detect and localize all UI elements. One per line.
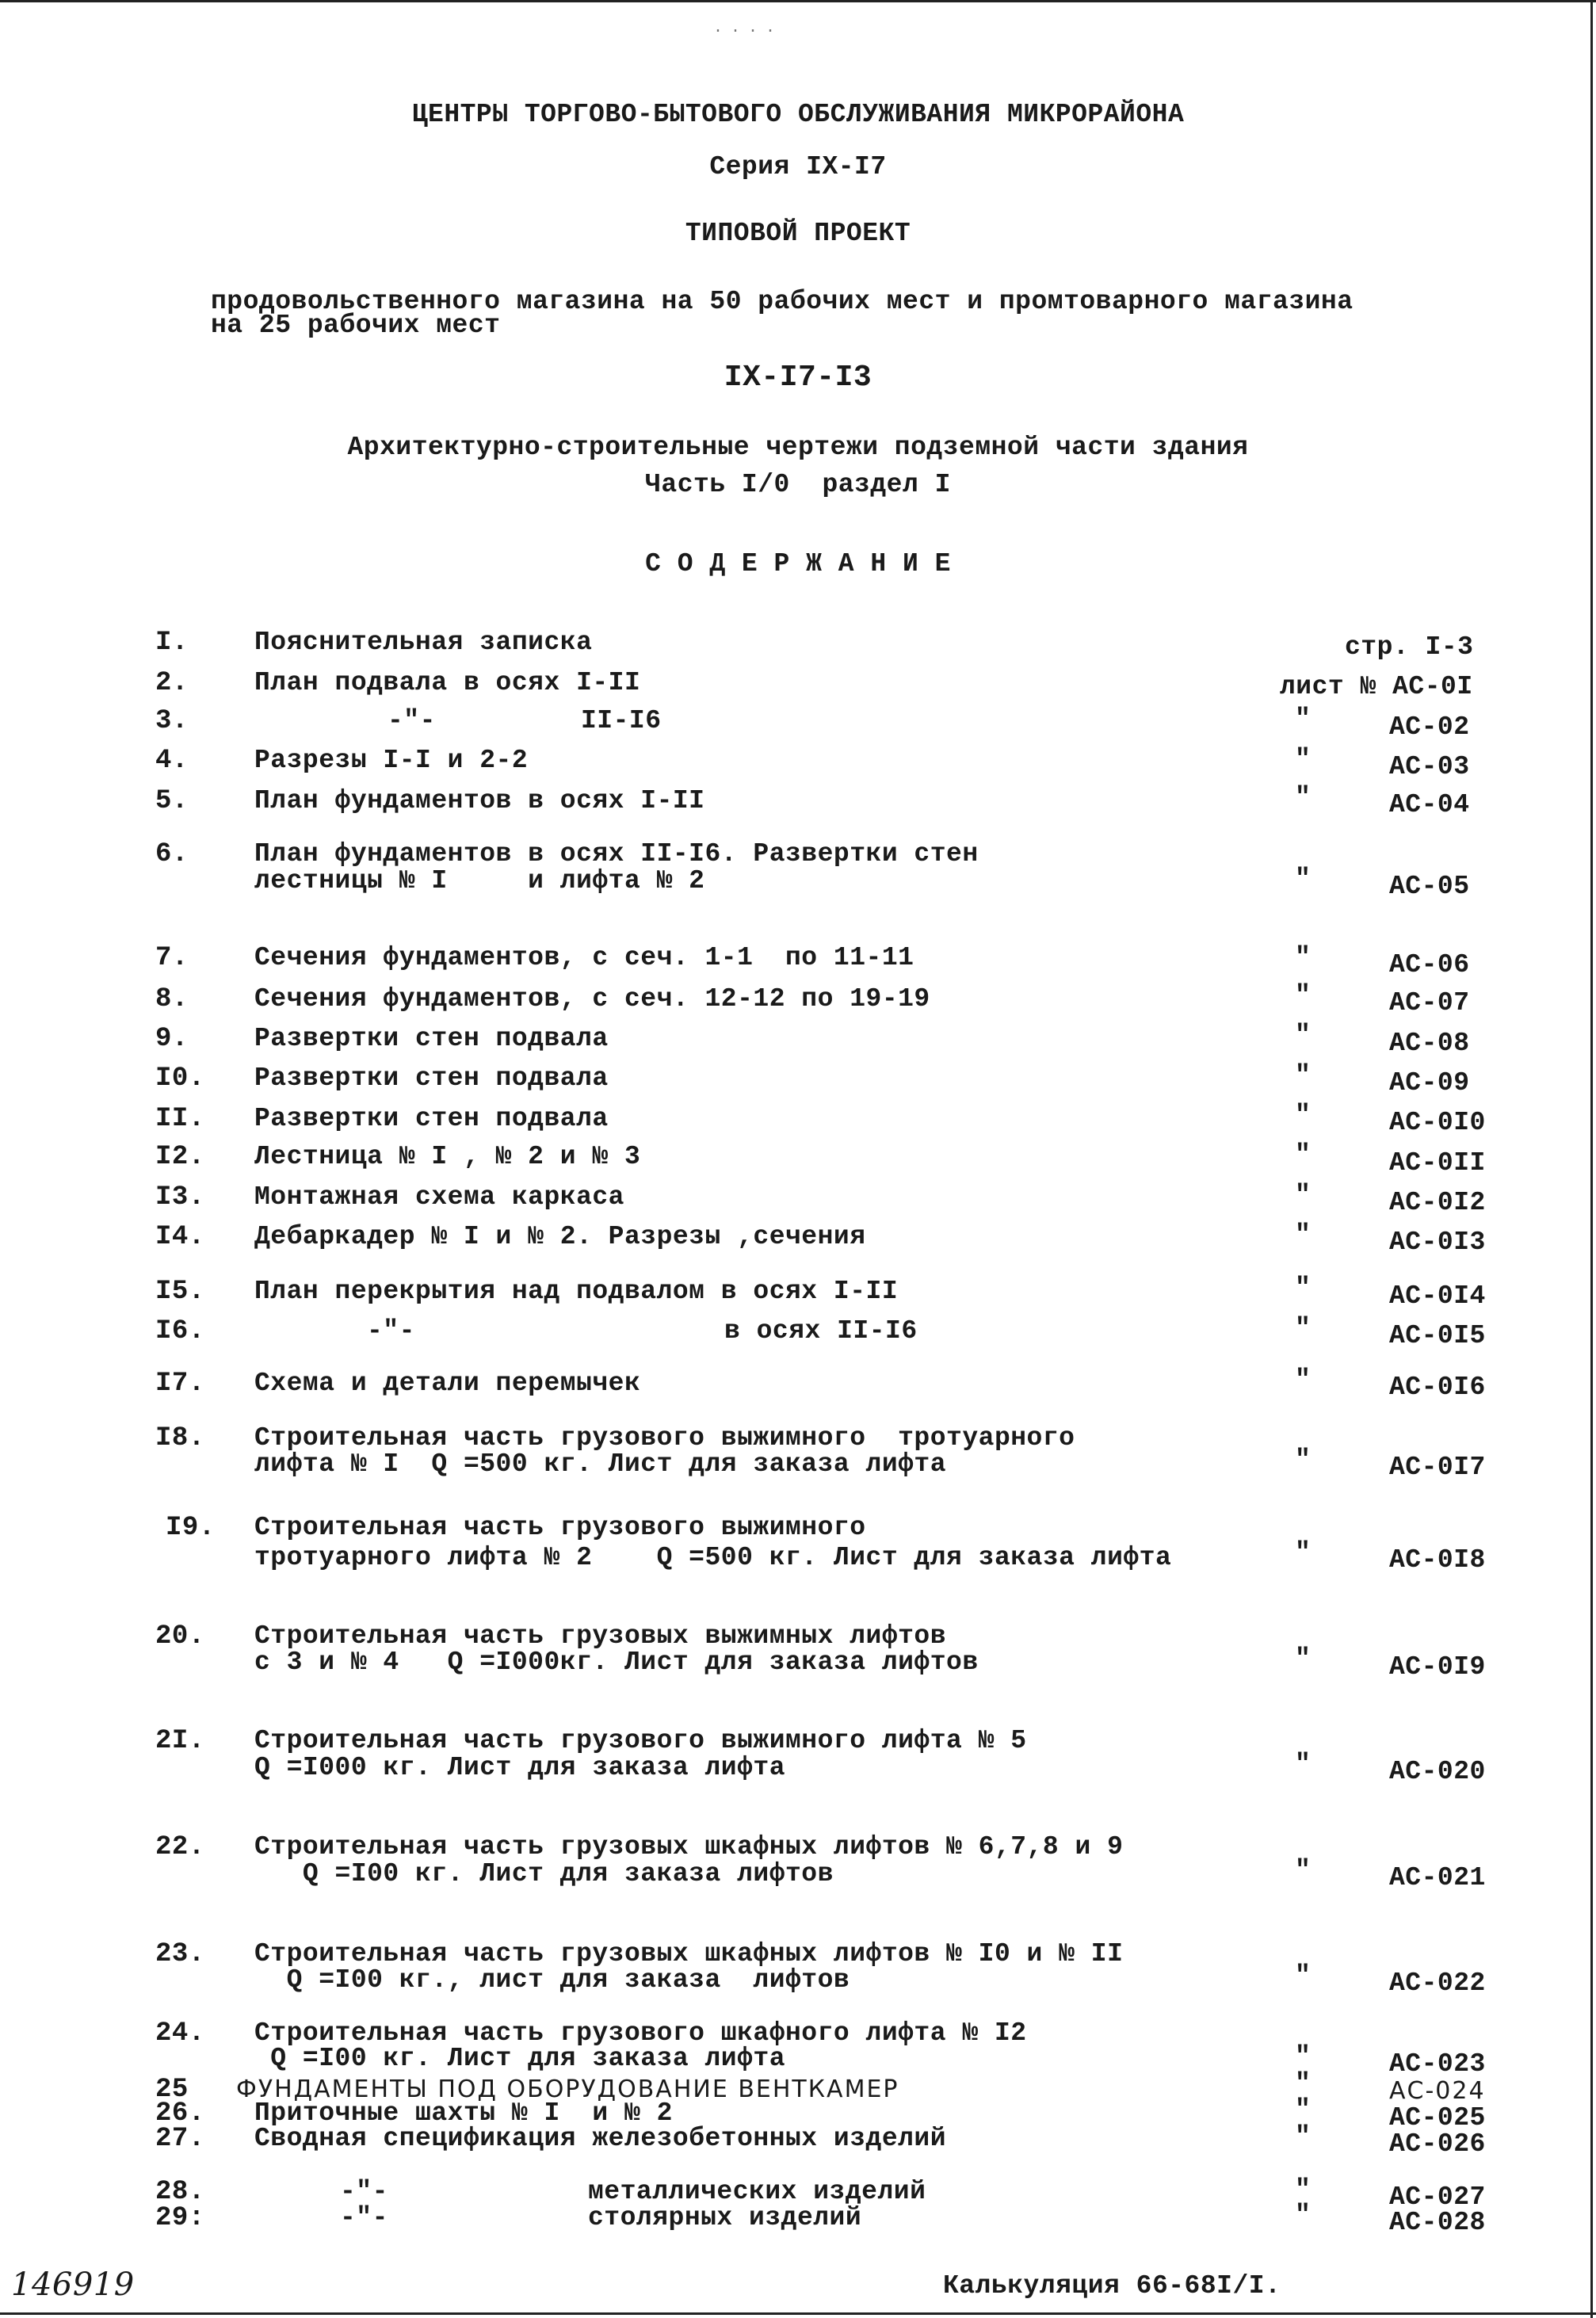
inventory-number: 146919 (11, 2266, 135, 2303)
item-number: I. (155, 628, 189, 658)
item-number: I9. (166, 1513, 216, 1543)
item-number: 4. (155, 746, 189, 776)
item-number: 7. (155, 943, 189, 973)
ditto-mark: " (1295, 943, 1312, 972)
item-number: 5. (155, 786, 189, 816)
item-title: -"- (367, 1316, 415, 1346)
item-title-tail: II-I6 (581, 706, 662, 735)
item-title: Монтажная схема каркаса (254, 1182, 624, 1212)
item-title-continued: Q =I00 кг. Лист для заказа лифтов (254, 1859, 834, 1888)
item-number: 20. (155, 1621, 205, 1652)
sheet-reference: АС-0I8 (1389, 1545, 1486, 1575)
sheet-reference: АС-025 (1389, 2103, 1486, 2133)
ditto-mark: " (1295, 2201, 1312, 2230)
item-title: Лестница № I , № 2 и № 3 (254, 1142, 641, 1171)
ditto-mark: " (1295, 2122, 1312, 2152)
item-title: -"- (340, 2203, 388, 2232)
contents-heading: С О Д Е Р Ж А Н И Е (645, 549, 951, 579)
item-title: План подвала в осях I-II (254, 668, 641, 697)
frame-line-bottom (0, 2312, 1596, 2315)
item-number: I3. (155, 1182, 205, 1212)
ditto-mark: " (1295, 1274, 1312, 1303)
item-number: 28. (155, 2177, 205, 2207)
sheet-reference: АС-0II (1389, 1148, 1486, 1178)
project-type: ТИПОВОЙ ПРОЕКТ (685, 219, 911, 248)
sheet-reference: АС-0I2 (1389, 1188, 1486, 1217)
ditto-mark: " (1295, 1750, 1312, 1779)
ditto-mark: " (1295, 1538, 1312, 1568)
ditto-mark: " (1295, 1445, 1312, 1475)
item-title-continued: Q =I000 кг. Лист для заказа лифта (254, 1753, 786, 1782)
item-title: Сечения фундаментов, с сеч. 12-12 по 19-19 (254, 984, 930, 1014)
item-number: 22. (155, 1832, 205, 1862)
item-title: Строительная часть грузового шкафного лифта № I2 (254, 2018, 1027, 2048)
ditto-mark: " (1295, 1644, 1312, 1674)
ditto-mark: " (1295, 1061, 1312, 1090)
sheet-reference: АС-06 (1389, 950, 1470, 980)
item-title-continued: Q =I00 кг. Лист для заказа лифта (254, 2044, 786, 2073)
ditto-mark: " (1295, 705, 1312, 734)
project-code: IX-I7-I3 (724, 361, 872, 395)
item-title: План перекрытия над подвалом в осях I-II (254, 1277, 899, 1306)
sheet-reference: стр. I-3 (1345, 632, 1474, 662)
item-title: Строительная часть грузовых шкафных лифтов № I0 и № II (254, 1939, 1124, 1969)
item-title-tail: столярных изделий (588, 2203, 862, 2232)
item-number: 24. (155, 2018, 205, 2049)
sheet-reference: АС-05 (1389, 872, 1470, 901)
item-title-continued: лифта № I Q =500 кг. Лист для заказа лифта (254, 1449, 947, 1479)
item-title: Развертки стен подвала (254, 1104, 609, 1133)
sheet-reference: АС-026 (1389, 2129, 1486, 2159)
sheet-reference: АС-02 (1389, 712, 1470, 742)
sheet-reference: АС-022 (1389, 1969, 1486, 1998)
item-title: Пояснительная записка (254, 628, 593, 657)
item-number: I2. (155, 1142, 205, 1172)
ditto-mark: " (1295, 1961, 1312, 1991)
item-title: Сводная спецификация железобетонных изделий (254, 2124, 947, 2153)
item-title: Развертки стен подвала (254, 1024, 609, 1053)
sheet-reference: АС-0I6 (1389, 1373, 1486, 1402)
item-title-continued: с 3 и № 4 Q =I000кг. Лист для заказа лифтов (254, 1648, 979, 1677)
frame-line-right (1590, 0, 1593, 2318)
ditto-mark: " (1295, 2069, 1312, 2098)
series-label: Серия IX-I7 (709, 152, 887, 181)
scan-marks: ···· (713, 22, 784, 40)
sheet-reference: АС-0I9 (1389, 1652, 1486, 1682)
item-number: I0. (155, 1064, 205, 1094)
part-label: Часть I/0 раздел I (645, 470, 951, 499)
item-title: Строительная часть грузового выжимного лифта № 5 (254, 1726, 1027, 1755)
item-title-continued: лестницы № I и лифта № 2 (254, 866, 705, 896)
item-number: I4. (155, 1222, 205, 1252)
item-number: 29: (155, 2203, 205, 2233)
sheet-reference: АС-028 (1389, 2208, 1486, 2237)
ditto-mark: " (1295, 1101, 1312, 1130)
item-title: План фундаментов в осях II-I6. Развертки стен (254, 839, 979, 869)
ditto-mark: " (1295, 1220, 1312, 1250)
ditto-mark: " (1295, 2095, 1312, 2125)
ditto-mark: " (1295, 1856, 1312, 1885)
item-number: 25 (155, 2075, 189, 2105)
subject-line-2: на 25 рабочих мест (211, 311, 501, 340)
sheet-reference: АС-09 (1389, 1068, 1470, 1098)
ditto-mark: " (1295, 1181, 1312, 1210)
item-number: 9. (155, 1024, 189, 1054)
sheet-reference: АС-0I5 (1389, 1321, 1486, 1350)
item-title: -"- (340, 2177, 388, 2206)
document-title: ЦЕНТРЫ ТОРГОВО-БЫТОВОГО ОБСЛУЖИВАНИЯ МИКРОРАЙОНА (411, 100, 1185, 129)
sheet-reference: АС-04 (1389, 790, 1470, 819)
frame-line-top (0, 0, 1596, 2)
ditto-mark: " (1295, 2175, 1312, 2205)
item-title: Приточные шахты № I и № 2 (254, 2098, 673, 2128)
item-number: 6. (155, 839, 189, 869)
item-title-continued: Q =I00 кг., лист для заказа лифтов (254, 1965, 850, 1995)
item-title: Сечения фундаментов, с сеч. 1-1 по 11-11 (254, 943, 914, 972)
section-title: Архитектурно-строительные чертежи подземной части здания (347, 433, 1249, 462)
item-title: Строительная часть грузового выжимного (254, 1513, 866, 1542)
sheet-reference: АС-0I4 (1389, 1281, 1486, 1311)
sheet-reference: лист № АС-0I (1280, 672, 1473, 701)
item-title: Строительная часть грузовых шкафных лифтов № 6,7,8 и 9 (254, 1832, 1124, 1862)
sheet-reference: АС-03 (1389, 752, 1470, 781)
item-title: Схема и детали перемычек (254, 1369, 641, 1398)
item-number: 8. (155, 984, 189, 1014)
item-title: Строительная часть грузового выжимного тротуарного (254, 1423, 1075, 1453)
item-title: План фундаментов в осях I-II (254, 786, 705, 815)
sheet-reference: АС-0I0 (1389, 1108, 1486, 1137)
ditto-mark: " (1295, 981, 1312, 1010)
ditto-mark: " (1295, 1021, 1312, 1050)
ditto-mark: " (1295, 783, 1312, 812)
item-title: Разрезы I-I и 2-2 (254, 746, 529, 775)
sheet-reference: АС-024 (1389, 2077, 1486, 2105)
sheet-reference: АС-020 (1389, 1757, 1486, 1786)
item-title: Дебаркадер № I и № 2. Разрезы ,сечения (254, 1222, 866, 1251)
item-number: II. (155, 1104, 205, 1134)
sheet-reference: АС-08 (1389, 1029, 1470, 1058)
item-title-tail: в осях II-I6 (724, 1316, 918, 1346)
ditto-mark: " (1295, 1314, 1312, 1343)
sheet-reference: АС-0I3 (1389, 1228, 1486, 1257)
ditto-mark: " (1295, 865, 1312, 894)
item-title: Развертки стен подвала (254, 1064, 609, 1093)
sheet-reference: АС-023 (1389, 2049, 1486, 2079)
ditto-mark: " (1295, 2042, 1312, 2072)
item-number: 26. (155, 2098, 205, 2129)
item-number: I5. (155, 1277, 205, 1307)
calculation-reference: Калькуляция 66-68I/I. (943, 2271, 1281, 2301)
item-number: 3. (155, 706, 189, 736)
item-number: 2. (155, 668, 189, 698)
sheet-reference: АС-027 (1389, 2182, 1486, 2212)
subject-line-1: продовольственного магазина на 50 рабочих мест и промтоварного магазина (211, 287, 1354, 316)
item-number: I8. (155, 1423, 205, 1453)
sheet-reference: АС-021 (1389, 1863, 1486, 1892)
sheet-reference: АС-0I7 (1389, 1453, 1486, 1482)
item-title: ФУНДАМЕНТЫ ПОД ОБОРУДОВАНИЕ ВЕНТКАМЕР (236, 2076, 899, 2103)
item-title: -"- (388, 706, 436, 735)
item-number: 2I. (155, 1726, 205, 1756)
item-number: 27. (155, 2124, 205, 2154)
ditto-mark: " (1295, 745, 1312, 774)
item-number: I6. (155, 1316, 205, 1346)
item-number: 23. (155, 1939, 205, 1969)
ditto-mark: " (1295, 1140, 1312, 1170)
item-number: I7. (155, 1369, 205, 1399)
item-title-continued: тротуарного лифта № 2 Q =500 кг. Лист для заказа лифта (254, 1543, 1172, 1572)
item-title: Строительная часть грузовых выжимных лифтов (254, 1621, 947, 1651)
ditto-mark: " (1295, 1365, 1312, 1395)
item-title-tail: металлических изделий (588, 2177, 926, 2206)
sheet-reference: АС-07 (1389, 988, 1470, 1018)
